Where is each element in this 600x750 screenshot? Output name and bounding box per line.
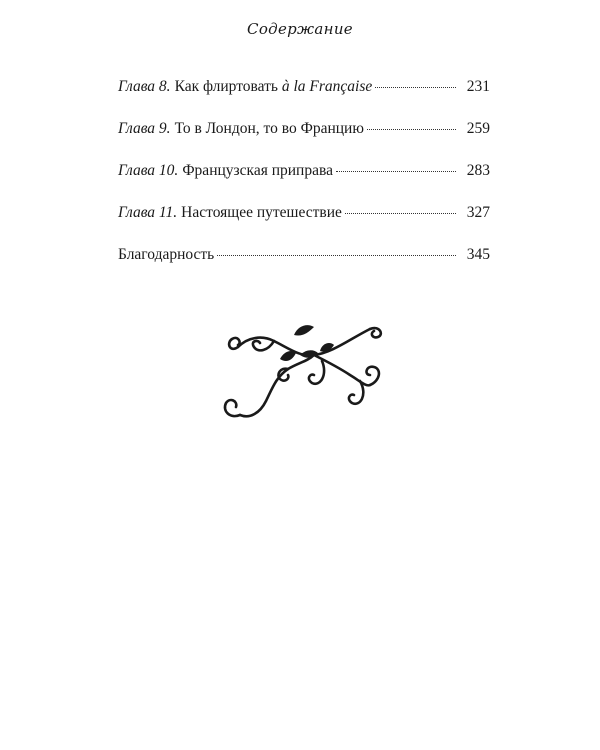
- toc-entry-chapter-9: [118, 120, 490, 140]
- toc-title: [175, 78, 373, 96]
- toc-page-number: 259: [466, 120, 490, 137]
- dot-leader: [367, 129, 456, 130]
- toc-title: То в Лондон, то во Францию: [174, 120, 364, 137]
- toc-title: Благодарность: [118, 246, 215, 263]
- toc-entry-acknowledgements: [118, 246, 490, 266]
- toc-title: Французская приправа: [182, 162, 333, 179]
- toc-chapter-label: Глава 11.: [118, 204, 178, 221]
- toc-title-italic: à la Française: [281, 78, 373, 95]
- toc-entry-chapter-8: [118, 78, 490, 98]
- toc-page-number: 327: [466, 204, 490, 221]
- toc-entry-chapter-10: [118, 162, 490, 182]
- toc-title: Настоящее путешествие: [181, 204, 342, 221]
- toc-title-text: Как флиртовать: [174, 78, 282, 95]
- toc-entry-chapter-11: [118, 204, 490, 224]
- toc-page-number: 283: [466, 162, 490, 179]
- toc-chapter-label: Глава 8.: [118, 78, 171, 95]
- dot-leader: [336, 171, 456, 172]
- dot-leader: [217, 255, 456, 256]
- dot-leader: [375, 87, 456, 88]
- running-header: Содержание: [247, 20, 353, 38]
- toc-chapter-label: Глава 9.: [118, 120, 171, 137]
- floral-vine-ornament-icon: [210, 315, 390, 430]
- dot-leader: [345, 213, 456, 214]
- table-of-contents: [118, 78, 490, 288]
- toc-chapter-label: Глава 10.: [118, 162, 179, 179]
- toc-page-number: 345: [466, 246, 490, 263]
- toc-page-number: 231: [466, 78, 490, 95]
